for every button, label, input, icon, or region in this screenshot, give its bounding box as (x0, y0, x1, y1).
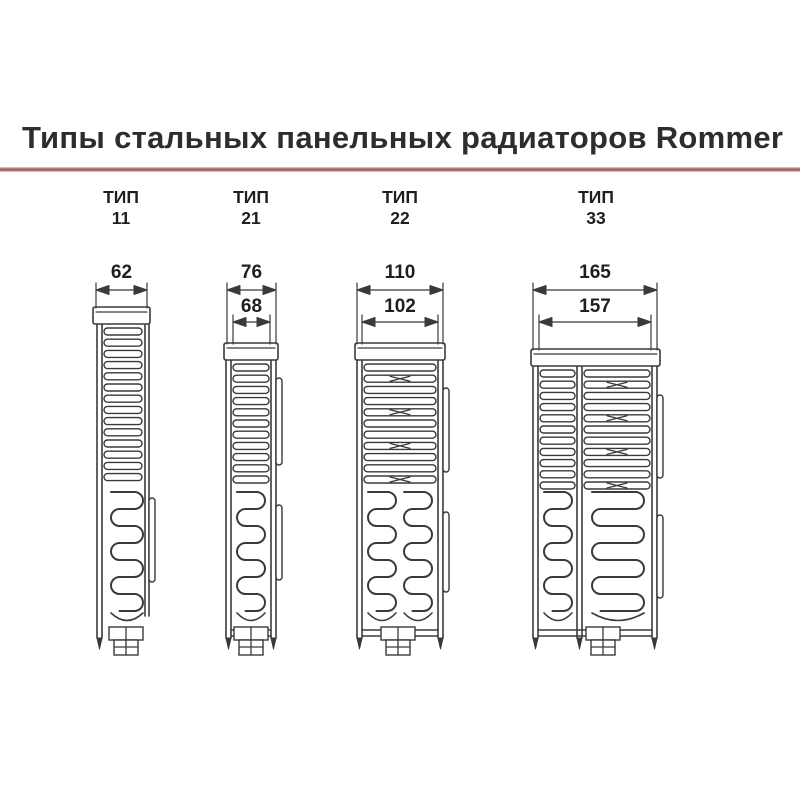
dim-label-inner-tip22: 102 (384, 296, 416, 317)
dim-label-outer-tip11: 62 (110, 262, 133, 283)
type-number: 21 (241, 208, 261, 228)
dim-label-inner-tip33: 157 (579, 296, 611, 317)
type-word: ТИП (103, 187, 139, 207)
type-number: 11 (111, 208, 131, 228)
type-word: ТИП (233, 187, 269, 207)
type-label-tip-22 (355, 187, 445, 229)
dim-label-inner-tip21: 68 (240, 296, 263, 317)
type-word: ТИП (578, 187, 614, 207)
dim-label-outer-tip22: 110 (384, 262, 416, 283)
type-label-tip-21 (206, 187, 296, 229)
dim-label-outer-tip21: 76 (240, 262, 263, 283)
type-number: 33 (586, 208, 606, 228)
page-title: Типы стальных панельных радиаторов Rommer (22, 120, 784, 155)
type-word: ТИП (382, 187, 418, 207)
type-number: 22 (390, 208, 410, 228)
type-label-tip-33 (551, 187, 641, 229)
dim-label-outer-tip33: 165 (579, 262, 611, 283)
type-label-tip-11 (76, 187, 166, 229)
